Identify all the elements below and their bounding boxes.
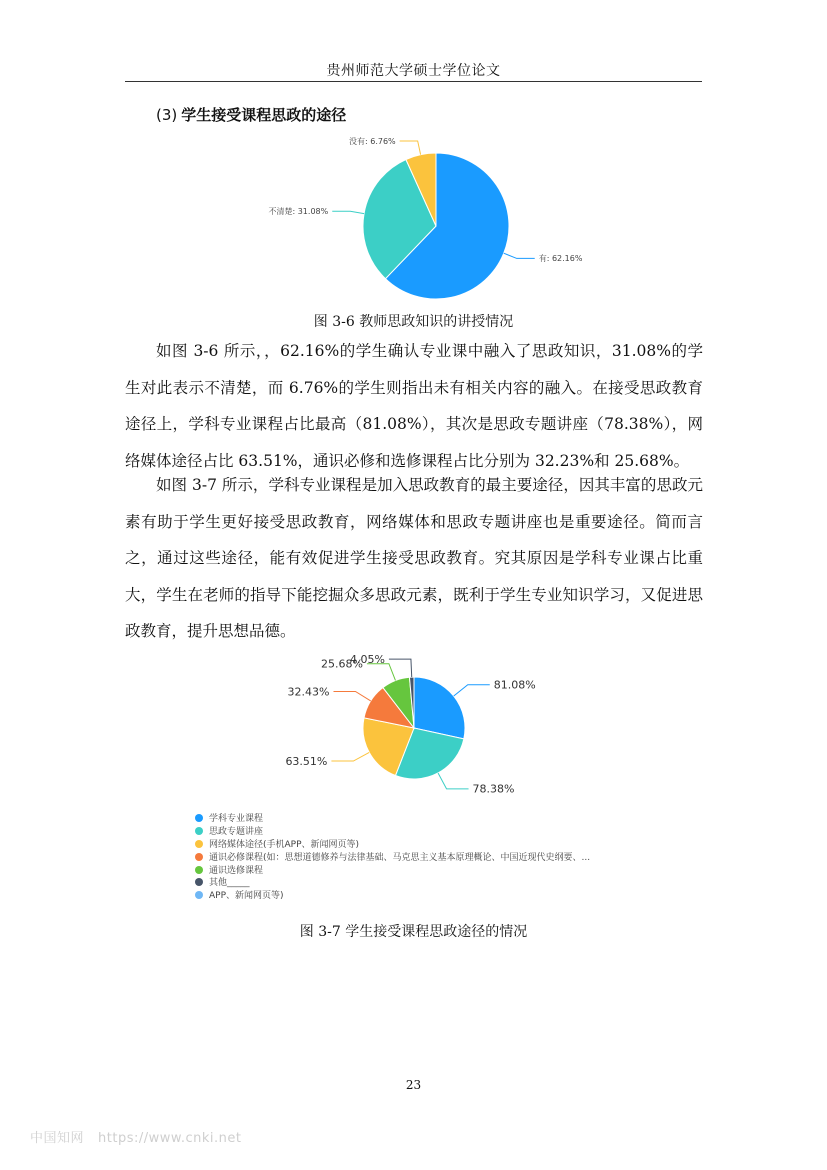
legend-item[interactable] xyxy=(195,877,590,890)
legend-label: 网络媒体途径(手机APP、新闻网页等) xyxy=(209,839,360,850)
watermark-url: https://www.cnki.net xyxy=(98,1131,242,1146)
legend-item[interactable] xyxy=(195,839,590,852)
legend-label: 思政专题讲座 xyxy=(209,826,264,837)
figure-3-7-caption: 图 3-7 学生接受课程思政途径的情况 xyxy=(299,924,528,940)
legend-label: APP、新闻网页等) xyxy=(209,891,284,902)
legend-label: 通识选修课程 xyxy=(209,865,264,876)
legend-label: 学科专业课程 xyxy=(209,814,264,824)
paragraph-2: 如图 3-7 所示，学科专业课程是加入思政教育的最主要途径，因其丰富的思政元素有助于学生更好接受思政教育，网络媒体和思政专题讲座也是重要途径。简而言之，通过这些途径，能有效促进学生接受思政教育。究其原因是学科专业课占比重大，学生在老师的指导下能挖掘众多思政元素，既利于学生专业知识学习，又促进思政教育，提升思想品德。 xyxy=(125,476,703,640)
legend-swatch xyxy=(195,853,203,861)
data-label-3: 63.51% xyxy=(285,754,328,768)
leader-line-2 xyxy=(438,773,468,789)
legend-label: 其他_____ xyxy=(209,878,250,889)
watermark-site: 中国知网 xyxy=(30,1131,85,1146)
leader-line-4 xyxy=(333,691,370,701)
data-label-4: 32.43% xyxy=(287,685,330,699)
leader-line-5 xyxy=(367,664,396,681)
leader-line-1 xyxy=(504,253,535,258)
legend-swatch xyxy=(195,827,203,835)
pie-chart-channels xyxy=(0,640,827,820)
pie-chart-teacher-ideology xyxy=(0,0,827,320)
legend-swatch xyxy=(195,878,203,886)
data-label-3: 没有: 6.76% xyxy=(349,136,396,146)
legend-item[interactable] xyxy=(195,890,590,903)
page-number: 23 xyxy=(405,1078,422,1092)
data-label-1: 有: 62.16% xyxy=(538,254,583,264)
running-header: 贵州师范大学硕士学位论文 xyxy=(326,63,501,79)
legend-item[interactable] xyxy=(195,865,590,878)
leader-line-3 xyxy=(331,752,369,761)
data-label-2: 不清楚: 31.08% xyxy=(268,207,329,217)
chart-legend xyxy=(195,813,590,903)
legend-item[interactable] xyxy=(195,852,590,865)
paragraph-1: 如图 3-6 所示，，62.16%的学生确认专业课中融入了思政知识，31.08%的学生对此表示不清楚，而 6.76%的学生则指出未有相关内容的融入。在接受思政教育途径上，学科专业课程占比最高（81.08%），其次是思政专题讲座（78.38%），网络媒体途径占比 63.51%，通识必修和选修课程占比分别为 32.23%和 25.68%。 xyxy=(125,342,703,470)
legend-label: 通识必修课程(如：思想道德修养与法律基础、马克思主义基本原理概论、中国近现代史纲要、... xyxy=(209,852,591,863)
section-title-text: 学生接受课程思政的途径 xyxy=(181,106,347,124)
data-label-6: 4.05% xyxy=(349,652,385,666)
leader-line-6 xyxy=(389,659,412,677)
leader-line-3 xyxy=(400,141,421,155)
legend-swatch xyxy=(195,840,203,848)
data-label-1: 81.08% xyxy=(493,678,536,692)
legend-item[interactable] xyxy=(195,813,590,826)
leader-line-1 xyxy=(454,685,490,696)
cnki-watermark xyxy=(30,1127,241,1146)
data-label-2: 78.38% xyxy=(472,782,515,796)
leader-line-2 xyxy=(332,211,364,213)
legend-item[interactable] xyxy=(195,826,590,839)
legend-swatch xyxy=(195,891,203,899)
data-label-5: 25.68% xyxy=(320,657,363,671)
figure-3-6-caption: 图 3-6 教师思政知识的讲授情况 xyxy=(313,314,514,330)
section-number: (3) xyxy=(156,106,178,124)
legend-swatch xyxy=(195,814,203,822)
legend-swatch xyxy=(195,866,203,874)
